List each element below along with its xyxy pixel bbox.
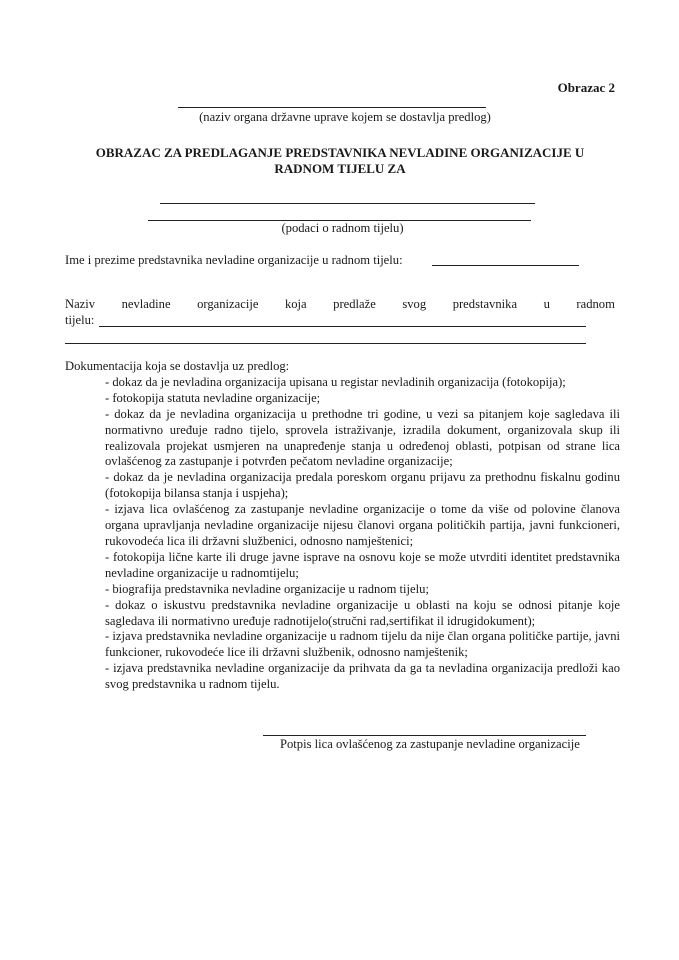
representative-name-label: Ime i prezime predstavnika nevladine organizacije u radnom tijelu: <box>65 253 403 267</box>
form-number: Obrazac 2 <box>557 80 615 95</box>
documentation-item: - fotokopija lične karte ili druge javne isprave na osnovu koje se može utvrditi identitet predstavnika nevladine organizacije u radnomtijelu; <box>105 549 620 580</box>
recipient-caption: (naziv organa državne uprave kojem se dostavlja predlog) <box>199 110 491 124</box>
documentation-heading: Dokumentacija koja se dostavlja uz predlog: <box>65 359 290 373</box>
representative-name-input-line[interactable] <box>432 265 579 266</box>
form-title <box>60 145 620 177</box>
signature-input-line[interactable] <box>263 735 586 736</box>
documentation-section <box>65 359 620 693</box>
organization-name-word: nevladine <box>121 297 171 311</box>
documentation-item: - izjava predstavnika nevladine organizacije u radnom tijelu da nije član organa političke partije, javni funkcioner, rukovodeće lice ili državni službenik, odnosno namještenik; <box>105 629 620 660</box>
documentation-item: - fotokopija statuta nevladine organizacije; <box>105 390 321 405</box>
documentation-item: - biografija predstavnika nevladine organizacije u radnom tijelu; <box>105 581 429 596</box>
organization-name-label <box>65 297 615 312</box>
organization-name-input-line-2[interactable] <box>65 343 586 344</box>
organization-name-word: Naziv <box>65 297 96 311</box>
documentation-list <box>65 375 620 693</box>
organization-name-word: u <box>543 297 550 311</box>
working-body-input-line-1[interactable] <box>160 203 535 204</box>
documentation-item: - dokaz da je nevladina organizacija upisana u registar nevladinih organizacija (fotokopija); <box>105 374 566 389</box>
documentation-item: - dokaz da je nevladina organizacija u prethodne tri godine, u vezi sa pitanjem koje sagledava ili normativno uređuje radno tijelo, sprovela istraživanje, izradila dokument, organizovala skup ili realizovala projekat usmjeren na unapređenje stanja u određenoj oblasti, potpisan od strane lica ovlašćenog za zastupanje i potvrđen pečatom nevladine organizacije; <box>105 406 620 469</box>
form-title-line1: OBRAZAC ZA PREDLAGANJE PREDSTAVNIKA NEVLADINE ORGANIZACIJE U <box>95 145 585 160</box>
recipient-input-line[interactable] <box>178 107 486 108</box>
organization-name-word: radnom <box>576 297 615 311</box>
organization-name-input-line-1[interactable] <box>99 326 586 327</box>
documentation-item: - izjava lica ovlašćenog za zastupanje nevladine organizacije o tome da više od polovine članova organa upravljanja nevladine organizacije nijesu članovi organa političkih partija, javni funkcioneri, rukovodeća lica ili državni službenici, odnosno namještenici; <box>105 502 620 548</box>
working-body-caption: (podaci o radnom tijelu) <box>281 221 404 235</box>
form-title-line2: RADNOM TIJELU ZA <box>274 161 406 176</box>
organization-name-word: organizacije <box>197 297 259 311</box>
signature-caption: Potpis lica ovlašćenog za zastupanje nevladine organizacije <box>280 737 580 751</box>
documentation-item: - dokaz da je nevladina organizacija predala poreskom organu prijavu za prethodnu fiskalnu godinu (fotokopija bilansa stanja i uspjeha); <box>105 470 620 501</box>
organization-name-word: svog <box>402 297 427 311</box>
organization-name-label-end: tijelu: <box>65 313 95 327</box>
organization-name-word: predlaže <box>333 297 376 311</box>
documentation-item: - dokaz o iskustvu predstavnika nevladine organizacije u oblasti na koju se odnosi pitanje koje sagledava ili normativno uređuje radnotijelo(stručni rad,sertifikat il idrugidokument); <box>105 597 620 628</box>
organization-name-word: koja <box>284 297 307 311</box>
documentation-item: - izjava predstavnika nevladine organizacije da prihvata da ga ta nevladina organizacija predloži kao svog predstavnika u radnom tijelu. <box>105 661 620 692</box>
organization-name-word: predstavnika <box>452 297 518 311</box>
